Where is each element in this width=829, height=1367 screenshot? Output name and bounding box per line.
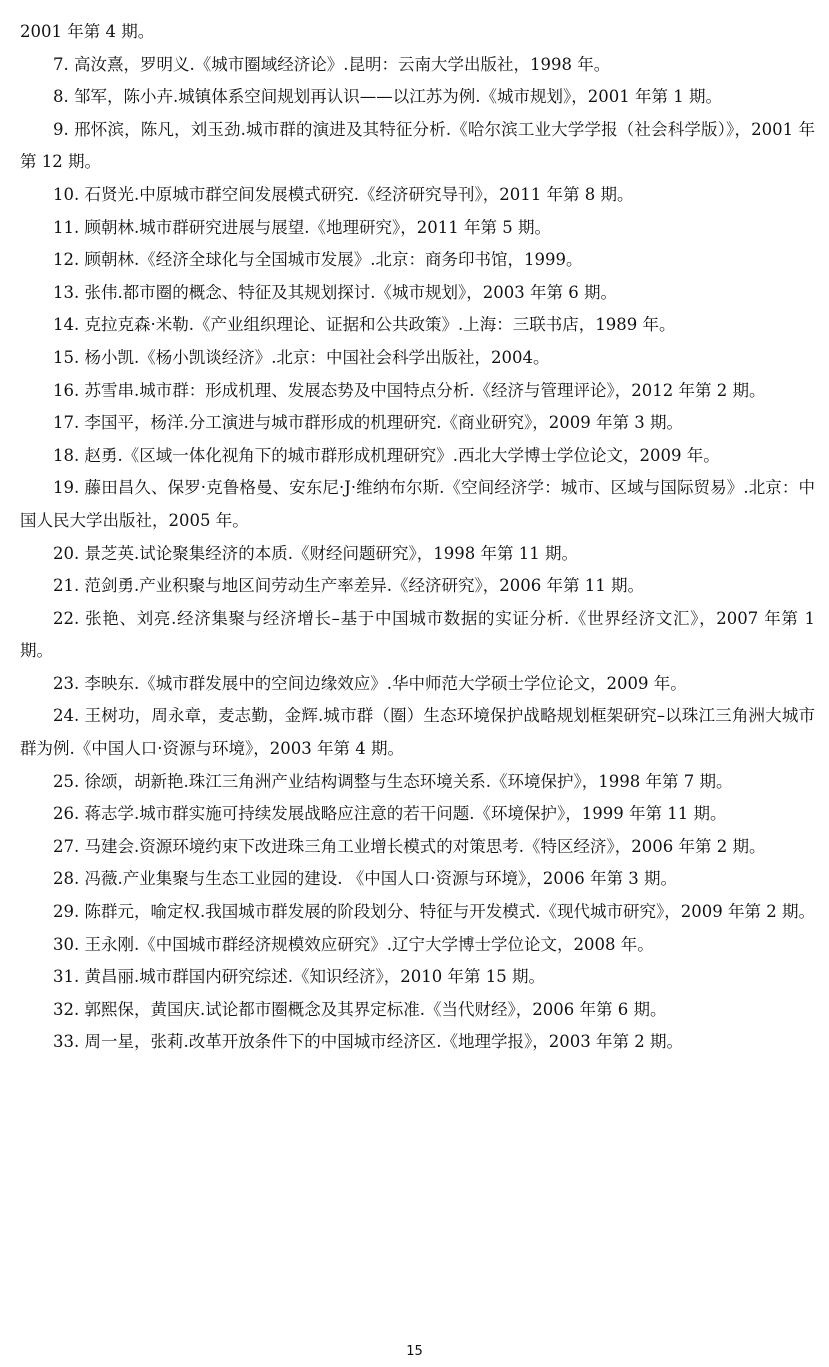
reference-item: 31. 黄昌丽.城市群国内研究综述.《知识经济》，2010 年第 15 期。: [53, 967, 545, 987]
reference-item: 21. 范剑勇.产业积聚与地区间劳动生产率差异.《经济研究》，2006 年第 11 期。: [53, 576, 644, 596]
reference-item: 33. 周一星，张莉.改革开放条件下的中国城市经济区.《地理学报》，2003 年第 2 期。: [53, 1032, 683, 1052]
reference-item: 29. 陈群元，喻定权.我国城市群发展的阶段划分、特征与开发模式.《现代城市研究》，2009 年第 2 期。: [53, 902, 815, 922]
reference-item: 24. 王树功，周永章，麦志勤，金辉.城市群（圈）生态环境保护战略规划框架研究–以珠江三角洲大城市群为例.《中国人口·资源与环境》，2003 年第 4 期。: [20, 706, 815, 759]
reference-item: 11. 顾朝林.城市群研究进展与展望.《地理研究》，2011 年第 5 期。: [53, 217, 551, 237]
page-number: 15: [406, 1344, 423, 1359]
reference-list: [20, 16, 815, 1059]
reference-item: 8. 邹军，陈小卉.城镇体系空间规划再认识——以江苏为例.《城市规划》，2001 年第 1 期。: [53, 87, 722, 107]
reference-item: 23. 李映东.《城市群发展中的空间边缘效应》.华中师范大学硕士学位论文，2009 年。: [53, 673, 687, 693]
reference-item: 26. 蒋志学.城市群实施可持续发展战略应注意的若干问题.《环境保护》，1999 年第 11 期。: [53, 804, 727, 824]
reference-item: 22. 张艳、刘亮.经济集聚与经济增长–基于中国城市数据的实证分析.《世界经济文汇》，2007 年第 1 期。: [20, 608, 815, 661]
reference-item: 12. 顾朝林.《经济全球化与全国城市发展》.北京：商务印书馆，1999。: [53, 250, 583, 270]
reference-item: 19. 藤田昌久、保罗·克鲁格曼、安东尼·J·维纳布尔斯.《空间经济学：城市、区域与国际贸易》.北京：中国人民大学出版社，2005 年。: [20, 478, 815, 530]
reference-item: 32. 郭熙保，黄国庆.试论都市圈概念及其界定标准.《当代财经》，2006 年第 6 期。: [53, 999, 667, 1019]
reference-item: 9. 邢怀滨，陈凡，刘玉劲.城市群的演进及其特征分析.《哈尔滨工业大学学报（社会科学版）》，2001 年第 12 期。: [20, 119, 815, 172]
reference-item: 25. 徐颂，胡新艳.珠江三角洲产业结构调整与生态环境关系.《环境保护》，1998 年第 7 期。: [53, 771, 733, 791]
reference-item: 15. 杨小凯.《杨小凯谈经济》.北京：中国社会科学出版社，2004。: [53, 347, 550, 367]
reference-item: 10. 石贤光.中原城市群空间发展模式研究.《经济研究导刊》，2011 年第 8 期。: [53, 184, 634, 204]
reference-item: 13. 张伟.都市圈的概念、特征及其规划探讨.《城市规划》，2003 年第 6 期。: [53, 282, 617, 302]
reference-item: 30. 王永刚.《中国城市群经济规模效应研究》.辽宁大学博士学位论文，2008 年。: [53, 934, 654, 954]
reference-item: 28. 冯薇.产业集聚与生态工业园的建设. 《中国人口·资源与环境》，2006 年第 3 期。: [53, 869, 677, 889]
reference-item: 17. 李国平，杨洋.分工演进与城市群形成的机理研究.《商业研究》，2009 年第 3 期。: [53, 413, 683, 433]
reference-item: 14. 克拉克森·米勒.《产业组织理论、证据和公共政策》.上海：三联书店，1989 年。: [53, 315, 676, 335]
reference-item: 20. 景芝英.试论聚集经济的本质.《财经问题研究》，1998 年第 11 期。: [53, 543, 578, 563]
reference-continuation: 2001 年第 4 期。: [20, 22, 155, 41]
reference-item: 7. 高汝熹，罗明义.《城市圈域经济论》.昆明：云南大学出版社，1998 年。: [53, 54, 611, 74]
reference-item: 27. 马建会.资源环境约束下改进珠三角工业增长模式的对策思考.《特区经济》，2006 年第 2 期。: [53, 836, 766, 856]
reference-item: 16. 苏雪串.城市群：形成机理、发展态势及中国特点分析.《经济与管理评论》，2012 年第 2 期。: [53, 380, 766, 400]
reference-item: 18. 赵勇.《区域一体化视角下的城市群形成机理研究》.西北大学博士学位论文，2009 年。: [53, 445, 720, 465]
